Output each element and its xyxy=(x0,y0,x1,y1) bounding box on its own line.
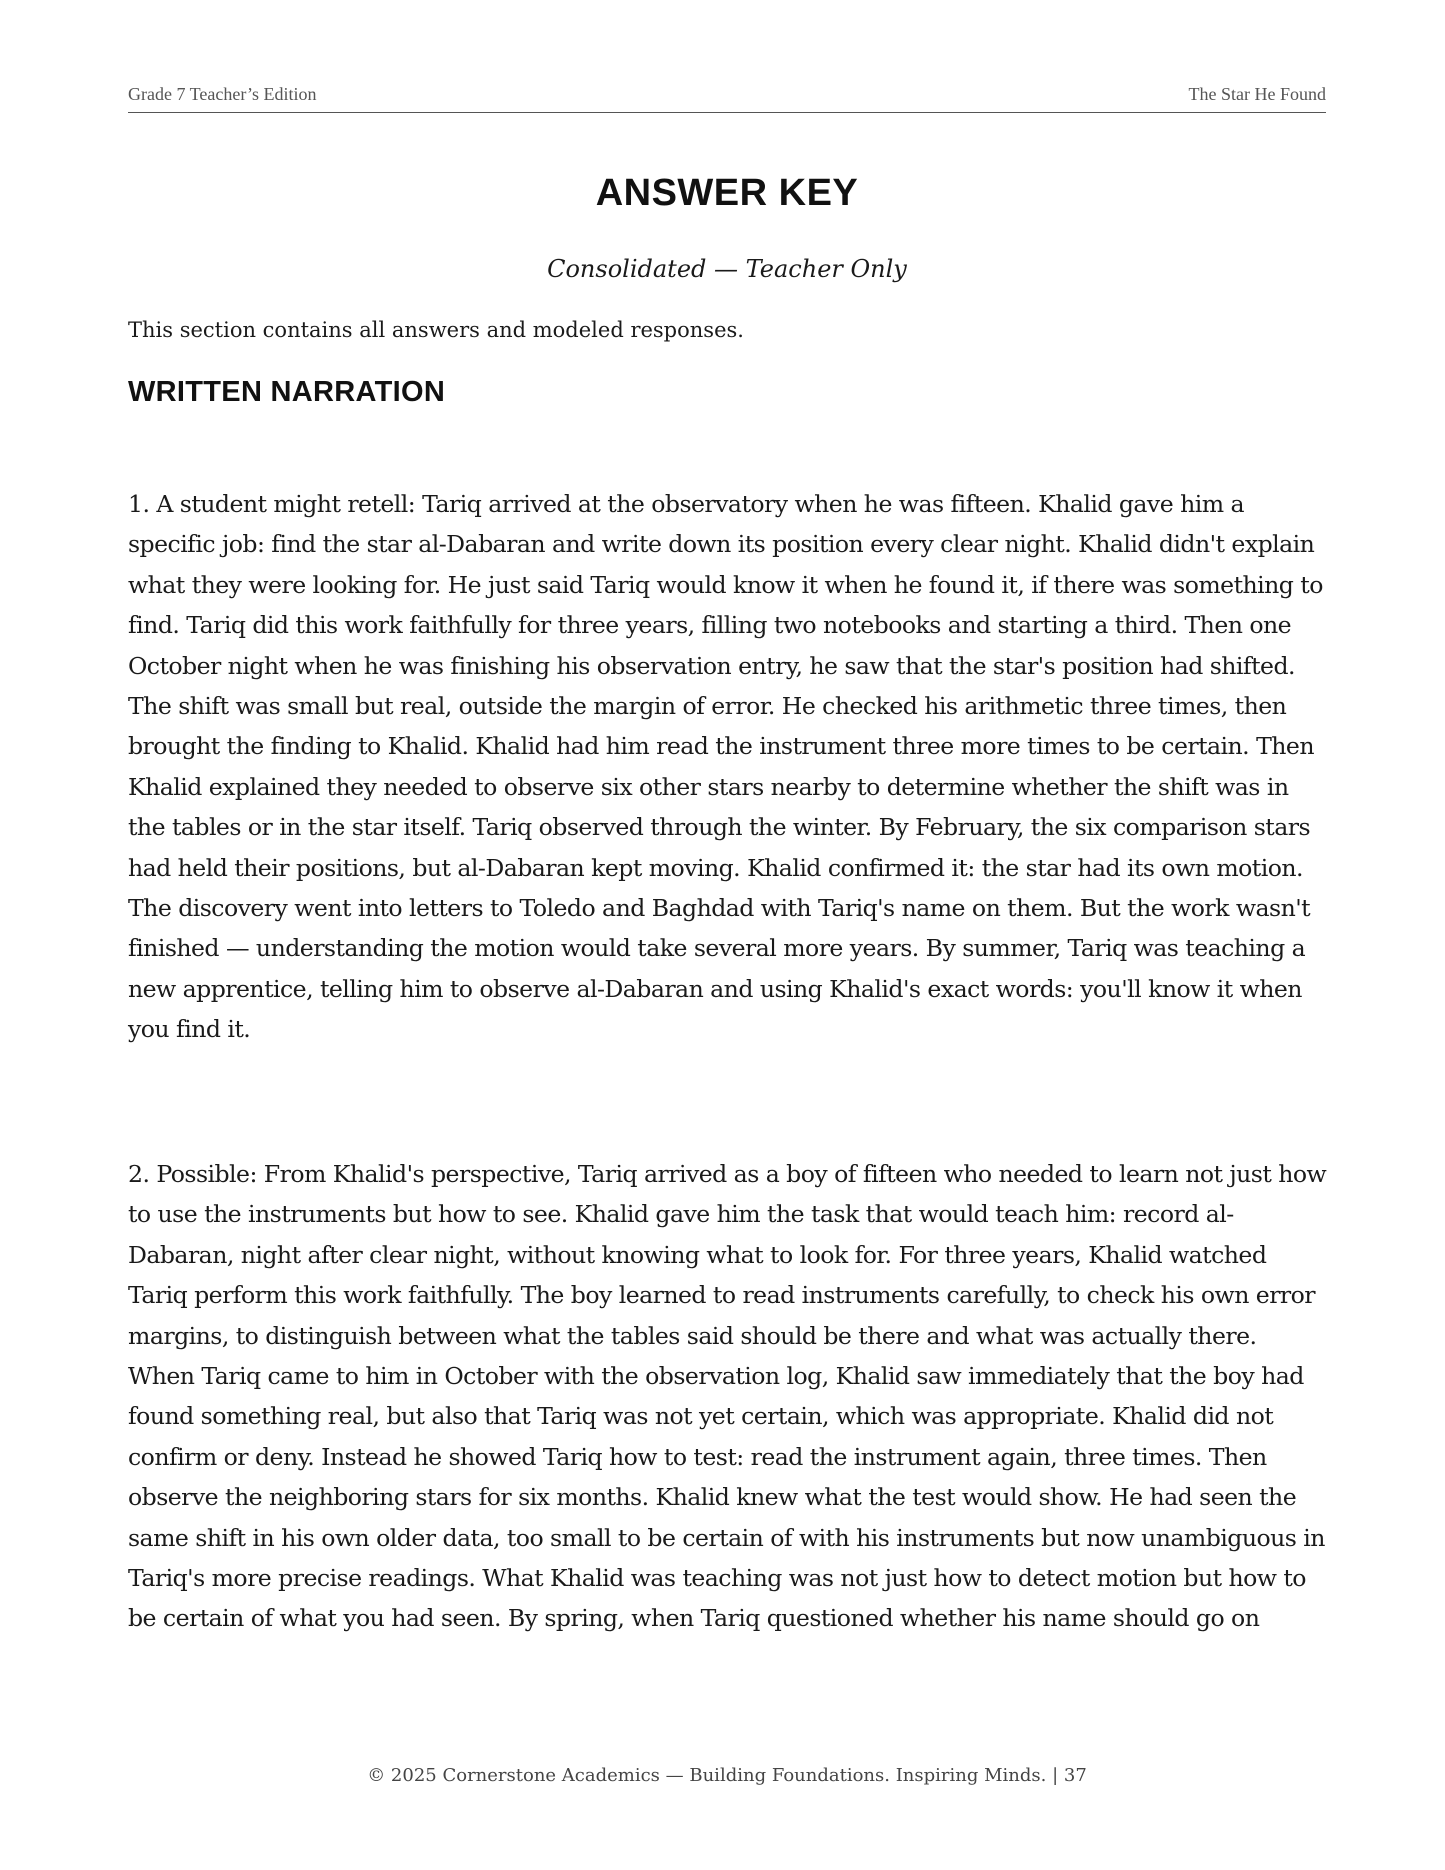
header-grade-label: Grade 7 Teacher’s Edition xyxy=(128,84,317,104)
running-header xyxy=(128,84,1326,113)
page-subtitle: Consolidated — Teacher Only xyxy=(547,255,907,283)
answer-paragraph-2: 2. Possible: From Khalid's perspective, Tariq arrived as a boy of fifteen who needed to learn not just how to use the instruments but how to see. Khalid gave him the task that would teach him: record al-Dabaran, night after clear night, without knowing what to look for. For three years, Khalid watched Tariq perform this work faithfully. The boy learned to read instruments carefully, to check his own error margins, to distinguish between what the tables said should be there and what was actually there. When Tariq came to him in October with the observation log, Khalid saw immediately that the boy had found something real, but also that Tariq was not yet certain, which was appropriate. Khalid did not confirm or deny. Instead he showed Tariq how to test: read the instrument again, three times. Then observe the neighboring stars for six months. Khalid knew what the test would show. He had seen the same shift in his own older data, too small to be certain of with his instruments but now unambiguous in Tariq's more precise readings. What Khalid was teaching was not just how to detect motion but how to be certain of what you had seen. By spring, when Tariq questioned whether his name should go on xyxy=(128,1160,1327,1633)
answer-paragraph-1: 1. A student might retell: Tariq arrived at the observatory when he was fifteen. Khalid gave him a specific job: find the star al-Dabaran and write down its position every clear night. Khalid didn't explain what they were looking for. He just said Tariq would know it when he found it, if there was something to find. Tariq did this work faithfully for three years, filling two notebooks and starting a third. Then one October night when he was finishing his observation entry, he saw that the star's position had shifted. The shift was small but real, outside the margin of error. He checked his arithmetic three times, then brought the finding to Khalid. Khalid had him read the instrument three more times to be certain. Then Khalid explained they needed to observe six other stars nearby to determine whether the shift was in the tables or in the star itself. Tariq observed through the winter. By February, the six comparison stars had held their positions, but al-Dabaran kept moving. Khalid confirmed it: the star had its own motion. The discovery went into letters to Toledo and Baghdad with Tariq's name on them. But the work wasn't finished — understanding the motion would take several more years. By summer, Tariq was teaching a new apprentice, telling him to observe al-Dabaran and using Khalid's exact words: you'll know it when you find it. xyxy=(128,490,1323,1044)
section-heading: WRITTEN NARRATION xyxy=(128,376,446,408)
header-book-title: The Star He Found xyxy=(1188,84,1326,104)
intro-text: This section contains all answers and modeled responses. xyxy=(128,318,744,342)
page-title: ANSWER KEY xyxy=(595,172,859,214)
page-footer: © 2025 Cornerstone Academics — Building Foundations. Inspiring Minds. | 37 xyxy=(367,1765,1087,1786)
